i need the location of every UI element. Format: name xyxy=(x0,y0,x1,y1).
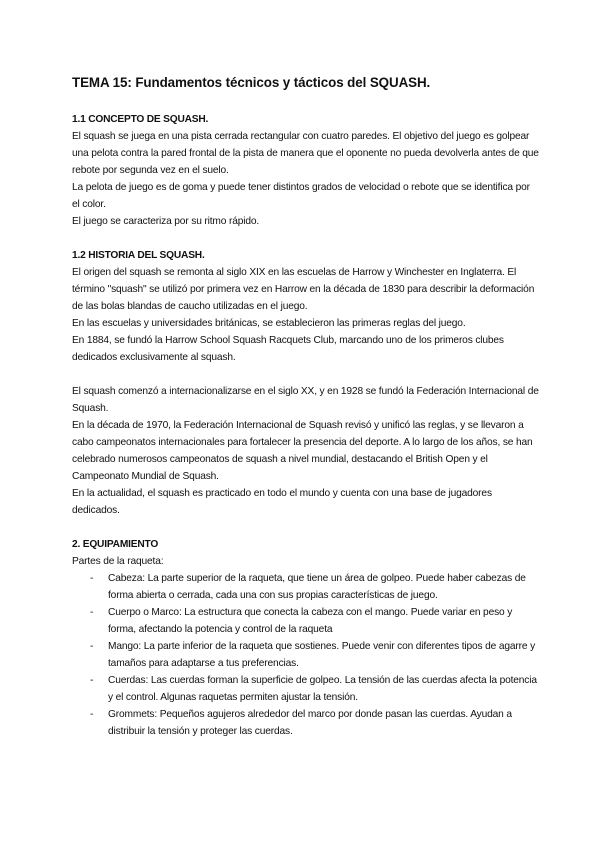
section-concepto xyxy=(72,111,540,230)
list-item xyxy=(72,604,540,638)
list-item xyxy=(72,672,540,706)
paragraph: El squash se juega en una pista cerrada rectangular con cuatro paredes. El objetivo del juego es golpear una pelota contra la pared frontal de la pista de manera que el oponente no pueda devolverla antes de que rebote por segunda vez en el suelo. xyxy=(72,131,539,176)
section-equipamiento xyxy=(72,536,540,740)
paragraph: El squash comenzó a internacionalizarse en el siglo XX, y en 1928 se fundó la Federación Internacional de Squash. xyxy=(72,386,539,414)
dash-bullet: - xyxy=(90,641,94,652)
spacer xyxy=(72,366,540,383)
paragraph: En la actualidad, el squash es practicado en todo el mundo y cuenta con una base de jugadores dedicados. xyxy=(72,488,492,516)
paragraph: En las escuelas y universidades británicas, se establecieron las primeras reglas del juego. xyxy=(72,318,466,329)
section-heading-historia: 1.2 HISTORIA DEL SQUASH. xyxy=(72,250,205,261)
section-heading-equipamiento: 2. EQUIPAMIENTO xyxy=(72,539,159,550)
list-item-text: Grommets: Pequeños agujeros alrededor del marco por donde pasan las cuerdas. Ayudan a distribuir la tensión y proteger las cuerdas. xyxy=(108,709,512,737)
list-item xyxy=(72,638,540,672)
paragraph: En la década de 1970, la Federación Internacional de Squash revisó y unificó las reglas, y se llevaron a cabo campeonatos internacionales para fortalecer la presencia del deporte. A lo largo de los años, se han celebrado numerosos campeonatos de squash a nivel mundial, destacando el British Open y el Campeonato Mundial de Squash. xyxy=(72,420,533,482)
spacer xyxy=(72,230,540,247)
list-item xyxy=(72,570,540,604)
spacer xyxy=(72,519,540,536)
list-item-text: Mango: La parte inferior de la raqueta que sostienes. Puede venir con diferentes tipos de agarre y tamaños para adaptarse a tus preferencias. xyxy=(108,641,536,669)
section-historia xyxy=(72,247,540,519)
document-title: TEMA 15: Fundamentos técnicos y tácticos del SQUASH. xyxy=(72,75,431,90)
list-item-text: Cuerdas: Las cuerdas forman la superficie de golpeo. La tensión de las cuerdas afecta la potencia y el control. Algunas raquetas permiten ajustar la tensión. xyxy=(108,675,537,703)
section-heading-concepto: 1.1 CONCEPTO DE SQUASH. xyxy=(72,114,209,125)
paragraph: El origen del squash se remonta al siglo XIX en las escuelas de Harrow y Winchester en Inglaterra. El término "squash" se utilizó por primera vez en Harrow en la década de 1830 para describir la deformación de las bolas blandas de caucho utilizadas en el juego. xyxy=(72,267,535,312)
racquet-parts-list xyxy=(72,570,540,740)
dash-bullet: - xyxy=(90,709,94,720)
dash-bullet: - xyxy=(90,573,94,584)
paragraph: La pelota de juego es de goma y puede tener distintos grados de velocidad o rebote que se identifica por el color. xyxy=(72,182,530,210)
paragraph: En 1884, se fundó la Harrow School Squash Racquets Club, marcando uno de los primeros clubes dedicados exclusivamente al squash. xyxy=(72,335,504,363)
dash-bullet: - xyxy=(90,675,94,686)
dash-bullet: - xyxy=(90,607,94,618)
paragraph: El juego se caracteriza por su ritmo rápido. xyxy=(72,216,260,227)
list-intro: Partes de la raqueta: xyxy=(72,556,164,567)
list-item-text: Cabeza: La parte superior de la raqueta, que tiene un área de golpeo. Puede haber cabezas de forma abierta o cerrada, cada una con sus propias características de juego. xyxy=(108,573,526,601)
list-item-text: Cuerpo o Marco: La estructura que conecta la cabeza con el mango. Puede variar en peso y forma, afectando la potencia y control de la raqueta xyxy=(108,607,513,635)
list-item xyxy=(72,706,540,740)
